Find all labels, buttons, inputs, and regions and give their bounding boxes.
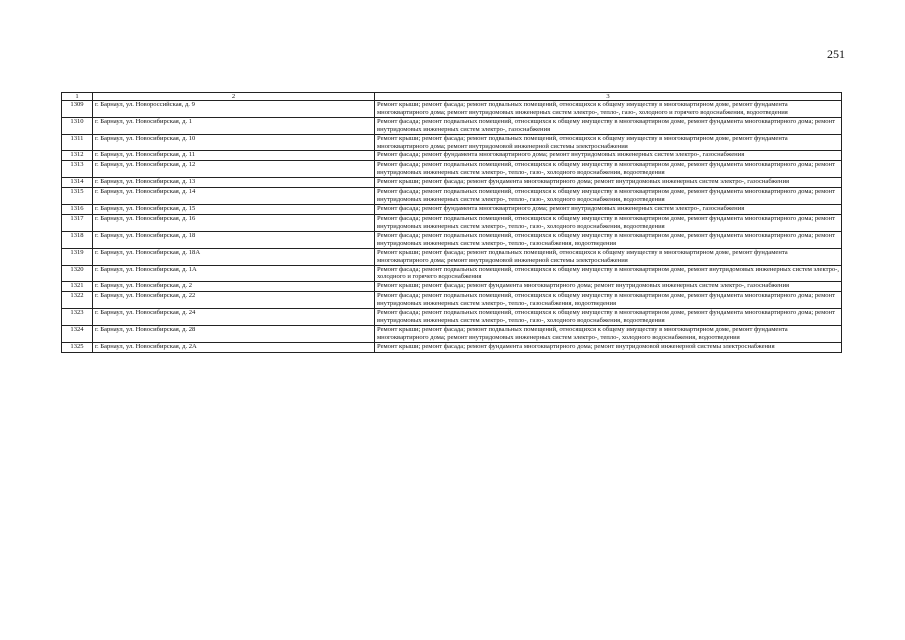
row-works: Ремонт фасада; ремонт фундамента многоквартирного дома; ремонт внутридомовых инженерных систем электро-, газоснабжения	[375, 151, 842, 161]
row-address: г. Барнаул, ул. Новосибирская, д. 2	[93, 282, 375, 292]
row-number: 1312	[62, 151, 93, 161]
row-address: г. Барнаул, ул. Новосибирская, д. 22	[93, 292, 375, 309]
row-works: Ремонт фасада; ремонт фундамента многоквартирного дома; ремонт внутридомовых инженерных систем электро-, газоснабжения	[375, 205, 842, 215]
row-works: Ремонт крыши; ремонт фасада; ремонт подвальных помещений, относящихся к общему имуществу в многоквартирном доме, ремонт фундамента многоквартирного дома; ремонт внутридомовых инженерных систем электро-, тепло-, холодного водоснабжения, водоотведения	[375, 325, 842, 342]
table-row	[62, 325, 842, 342]
row-address: г. Барнаул, ул. Новосибирская, д. 28	[93, 325, 375, 342]
row-number: 1320	[62, 265, 93, 282]
row-address: г. Барнаул, ул. Новосибирская, д. 15	[93, 205, 375, 215]
row-number: 1315	[62, 188, 93, 205]
row-works: Ремонт фасада; ремонт подвальных помещений, относящихся к общему имуществу в многоквартирном доме, ремонт фундамента многоквартирного дома; ремонт внутридомовых инженерных систем электро-, тепло-, газоснабжения, водоотведения	[375, 231, 842, 248]
row-number: 1319	[62, 248, 93, 265]
row-address: г. Барнаул, ул. Новосибирская, д. 14	[93, 188, 375, 205]
table-header-row	[62, 93, 842, 101]
row-address: г. Барнаул, ул. Новосибирская, д. 18А	[93, 248, 375, 265]
table-row	[62, 265, 842, 282]
table-row	[62, 101, 842, 118]
row-address: г. Барнаул, ул. Новороссийская, д. 9	[93, 101, 375, 118]
row-number: 1323	[62, 309, 93, 326]
row-works: Ремонт фасада; ремонт подвальных помещений, относящихся к общему имуществу в многоквартирном доме, ремонт фундамента многоквартирного дома; ремонт внутридомовых инженерных систем электро-, тепло-, газоснабжения, водоотведения	[375, 292, 842, 309]
row-number: 1310	[62, 117, 93, 134]
row-number: 1324	[62, 325, 93, 342]
column-header-address: 2	[93, 93, 375, 101]
row-works: Ремонт фасада; ремонт подвальных помещений, относящихся к общему имуществу в многоквартирном доме, ремонт внутридомовых инженерных систем электро-, холодного и горячего водоснабжения	[375, 265, 842, 282]
row-address: г. Барнаул, ул. Новосибирская, д. 1А	[93, 265, 375, 282]
table-row	[62, 205, 842, 215]
row-number: 1314	[62, 178, 93, 188]
row-works: Ремонт крыши; ремонт фасада; ремонт фундамента многоквартирного дома; ремонт внутридомовых инженерных систем электро-, газоснабжения	[375, 178, 842, 188]
repair-register-table	[61, 92, 842, 353]
table-row	[62, 134, 842, 151]
row-number: 1318	[62, 231, 93, 248]
row-number: 1321	[62, 282, 93, 292]
table-row	[62, 161, 842, 178]
row-address: г. Барнаул, ул. Новосибирская, д. 1	[93, 117, 375, 134]
table-row	[62, 178, 842, 188]
column-header-works: 3	[375, 93, 842, 101]
row-address: г. Барнаул, ул. Новосибирская, д. 11	[93, 151, 375, 161]
row-address: г. Барнаул, ул. Новосибирская, д. 2А	[93, 342, 375, 352]
row-address: г. Барнаул, ул. Новосибирская, д. 10	[93, 134, 375, 151]
row-address: г. Барнаул, ул. Новосибирская, д. 12	[93, 161, 375, 178]
row-address: г. Барнаул, ул. Новосибирская, д. 13	[93, 178, 375, 188]
table-row	[62, 151, 842, 161]
table-row	[62, 117, 842, 134]
row-works: Ремонт фасада; ремонт подвальных помещений, относящихся к общему имуществу в многоквартирном доме, ремонт фундамента многоквартирного дома; ремонт внутридомовых инженерных систем электро-, газоснабжения	[375, 117, 842, 134]
row-works: Ремонт крыши; ремонт фасада; ремонт фундамента многоквартирного дома; ремонт внутридомовых инженерных систем электро-, газоснабжения	[375, 282, 842, 292]
row-works: Ремонт крыши; ремонт фасада; ремонт подвальных помещений, относящихся к общему имуществу в многоквартирном доме, ремонт фундамента многоквартирного дома; ремонт внутридомовой инженерной системы электроснабжения	[375, 134, 842, 151]
row-works: Ремонт фасада; ремонт подвальных помещений, относящихся к общему имуществу в многоквартирном доме, ремонт фундамента многоквартирного дома; ремонт внутридомовых инженерных систем электро-, тепло-, газо-, холодного водоснабжения, водоотведения	[375, 161, 842, 178]
table-row	[62, 282, 842, 292]
row-address: г. Барнаул, ул. Новосибирская, д. 18	[93, 231, 375, 248]
row-address: г. Барнаул, ул. Новосибирская, д. 24	[93, 309, 375, 326]
table-row	[62, 342, 842, 352]
table-row	[62, 188, 842, 205]
row-number: 1309	[62, 101, 93, 118]
table-row	[62, 309, 842, 326]
row-works: Ремонт крыши; ремонт фасада; ремонт подвальных помещений, относящихся к общему имуществу в многоквартирном доме, ремонт фундамента многоквартирного дома; ремонт внутридомовых инженерных систем электро-, тепло-, газо-, холодного и горячего водоснабжения, водоотведения	[375, 101, 842, 118]
row-number: 1316	[62, 205, 93, 215]
row-works: Ремонт крыши; ремонт фасада; ремонт подвальных помещений, относящихся к общему имуществу в многоквартирном доме, ремонт фундамента многоквартирного дома; ремонт внутридомовой инженерной системы электроснабжения	[375, 248, 842, 265]
page-number: 251	[827, 47, 845, 61]
row-number: 1325	[62, 342, 93, 352]
row-works: Ремонт фасада; ремонт подвальных помещений, относящихся к общему имуществу в многоквартирном доме, ремонт фундамента многоквартирного дома; ремонт внутридомовых инженерных систем электро-, тепло-, газо-, холодного водоснабжения, водоотведения	[375, 309, 842, 326]
row-address: г. Барнаул, ул. Новосибирская, д. 16	[93, 215, 375, 232]
table-row	[62, 215, 842, 232]
column-header-number: 1	[62, 93, 93, 101]
row-number: 1322	[62, 292, 93, 309]
row-number: 1313	[62, 161, 93, 178]
table-row	[62, 248, 842, 265]
row-number: 1317	[62, 215, 93, 232]
table-body	[62, 101, 842, 353]
table-row	[62, 292, 842, 309]
row-works: Ремонт фасада; ремонт подвальных помещений, относящихся к общему имуществу в многоквартирном доме, ремонт фундамента многоквартирного дома; ремонт внутридомовых инженерных систем электро-, тепло-, газо-, холодного водоснабжения, водоотведения	[375, 215, 842, 232]
row-works: Ремонт фасада; ремонт подвальных помещений, относящихся к общему имуществу в многоквартирном доме, ремонт фундамента многоквартирного дома; ремонт внутридомовых инженерных систем электро-, тепло-, газо-, холодного водоснабжения, водоотведения	[375, 188, 842, 205]
table-row	[62, 231, 842, 248]
row-works: Ремонт крыши; ремонт фасада; ремонт фундамента многоквартирного дома; ремонт внутридомовой инженерной системы электроснабжения	[375, 342, 842, 352]
row-number: 1311	[62, 134, 93, 151]
